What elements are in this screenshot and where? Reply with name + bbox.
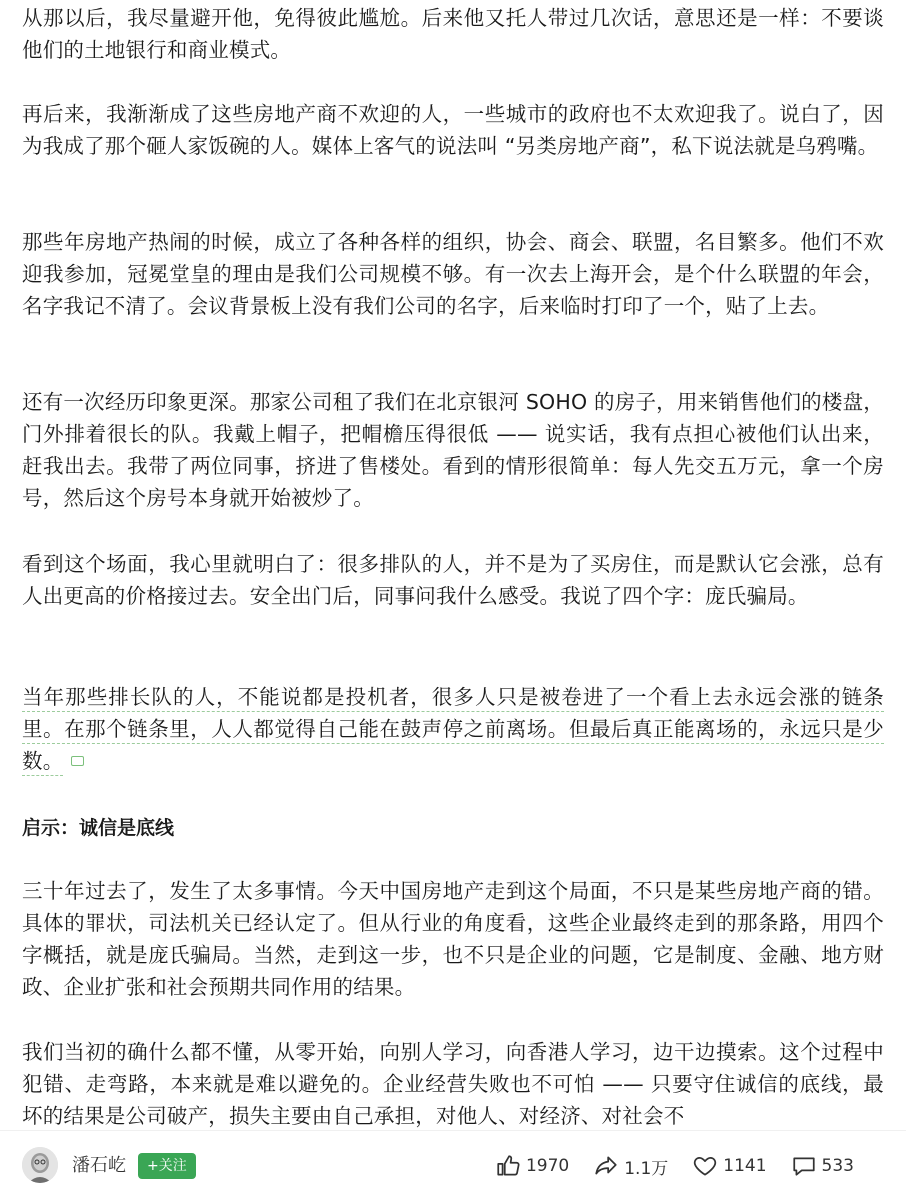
avatar-portrait-icon [22,1147,58,1183]
comment-count: 533 [821,1156,854,1176]
annotation-comment-icon[interactable] [71,756,84,766]
thumbs-up-icon [495,1153,521,1179]
share-icon [593,1153,619,1179]
heart-icon [692,1153,718,1179]
highlighted-paragraph[interactable] [22,681,884,777]
like-button[interactable] [495,1153,569,1179]
paragraph: 从那以后，我尽量避开他，免得彼此尴尬。后来他又托人带过几次话，意思还是一样：不要谈他们的土地银行和商业模式。 [22,6,884,62]
paragraph: 那些年房地产热闹的时候，成立了各种各样的组织，协会、商会、联盟，名目繁多。他们不欢迎我参加，冠冕堂皇的理由是我们公司规模不够。有一次去上海开会，是个什么联盟的年会，名字我记不清了。会议背景板上没有我们公司的名字，后来临时打印了一个，贴了上去。 [22,230,884,318]
share-count: 1.1万 [624,1158,669,1179]
paragraph: 还有一次经历印象更深。那家公司租了我们在北京银河 SOHO 的房子，用来销售他们的楼盘，门外排着很长的队。我戴上帽子，把帽檐压得很低 —— 说实话，我有点担心被他们认出来，赶我出去。我带了两位同事，挤进了售楼处。看到的情形很简单：每人先交五万元，拿一个房号，然后这个房号本身就开始被炒了。 [22,390,884,510]
share-button[interactable] [593,1153,668,1179]
bottom-action-bar [0,1130,906,1201]
favorite-button[interactable] [692,1153,766,1179]
favorite-count: 1141 [723,1156,767,1176]
paragraph: 三十年过去了，发生了太多事情。今天中国房地产走到这个局面，不只是某些房地产商的错。具体的罪状，司法机关已经认定了。但从行业的角度看，这些企业最终走到的那条路，用四个字概括，就是庞氏骗局。当然，走到这一步，也不只是企业的问题，它是制度、金融、地方财政、企业扩张和社会预期共同作用的结果。 [22,879,884,999]
comment-button[interactable] [791,1153,854,1179]
paragraph: 再后来，我渐渐成了这些房地产商不欢迎的人，一些城市的政府也不太欢迎我了。说白了，因为我成了那个砸人家饭碗的人。媒体上客气的说法叫 “另类房地产商”，私下说法就是乌鸦嘴。 [22,102,884,158]
author-name[interactable]: 潘石屹 [72,1155,126,1176]
like-count: 1970 [525,1156,570,1176]
engagement-stats [471,1151,854,1181]
follow-button[interactable]: +关注 [138,1153,196,1179]
comment-icon [791,1153,817,1179]
paragraph: 看到这个场面，我心里就明白了：很多排队的人，并不是为了买房住，而是默认它会涨，总有人出更高的价格接过去。安全出门后，同事问我什么感受。我说了四个字：庞氏骗局。 [22,552,884,608]
section-heading: 启示：诚信是底线 [22,817,175,839]
paragraph: 我们当初的确什么都不懂，从零开始，向别人学习，向香港人学习，边干边摸索。这个过程中犯错、走弯路，本来就是难以避免的。企业经营失败也不可怕 —— 只要守住诚信的底线，最坏的结果是公司破产，损失主要由自己承担，对他人、对经济、对社会不 [22,1040,884,1128]
avatar[interactable] [22,1147,58,1183]
highlighted-text[interactable]: 当年那些排长队的人，不能说都是投机者，很多人只是被卷进了一个看上去永远会涨的链条里。在那个链条里，人人都觉得自己能在鼓声停之前离场。但最后真正能离场的，永远只是少数。 [22,685,884,776]
